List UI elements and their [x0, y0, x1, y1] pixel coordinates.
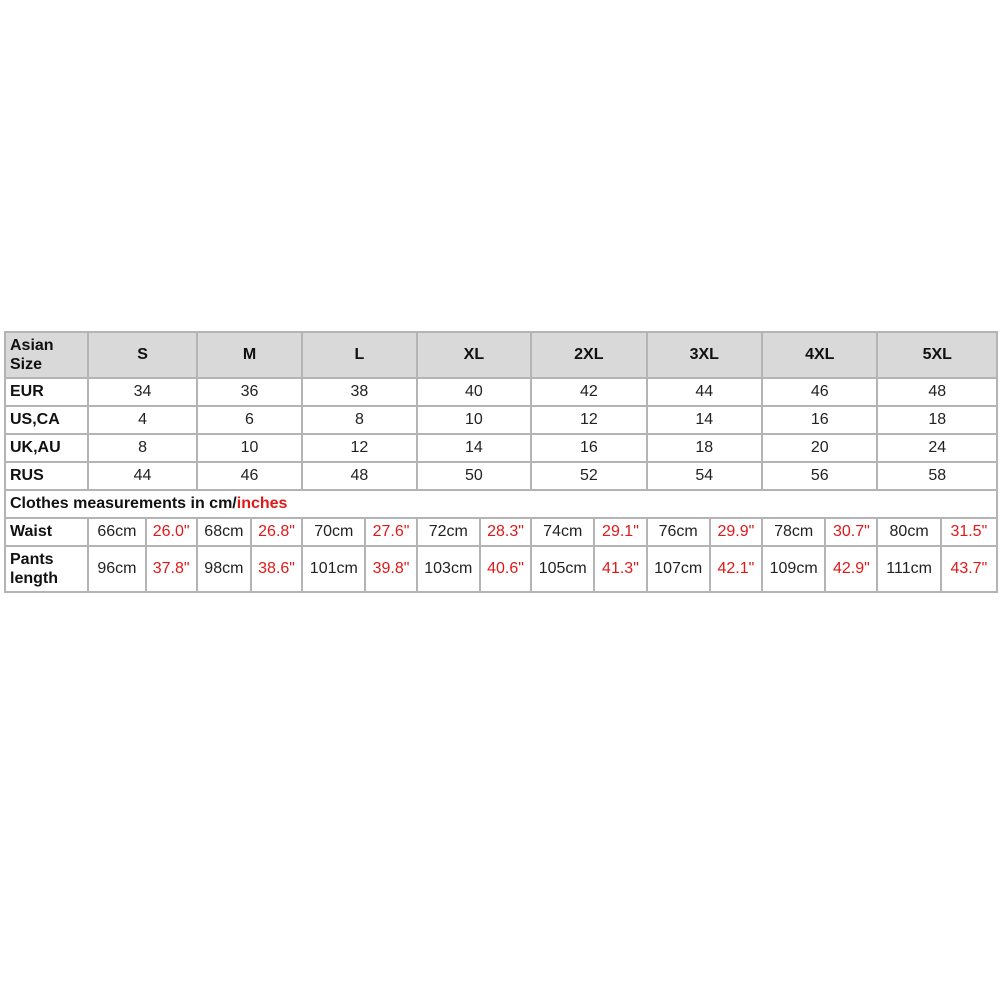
measurement-label-line1: Pants: [10, 551, 54, 568]
cm-value-cell: 68cm: [197, 518, 251, 546]
cm-value-cell: 96cm: [88, 546, 145, 592]
size-value-cell: 44: [88, 462, 196, 490]
inch-value-cell: 28.3": [480, 518, 531, 546]
size-value-cell: 18: [647, 434, 762, 462]
measurements-note-row: [5, 490, 997, 518]
measurements-note: [5, 490, 997, 518]
cm-value-cell: 105cm: [531, 546, 594, 592]
cm-value-cell: 74cm: [531, 518, 594, 546]
inch-value-cell: 31.5": [941, 518, 997, 546]
size-value-cell: 44: [647, 378, 762, 406]
inch-value-cell: 29.1": [594, 518, 646, 546]
inch-value-cell: 26.0": [146, 518, 197, 546]
inch-value-cell: 43.7": [941, 546, 997, 592]
size-header-cell: S: [88, 332, 196, 378]
region-label: US,CA: [5, 406, 88, 434]
size-value-cell: 48: [877, 378, 997, 406]
inch-value-cell: 38.6": [251, 546, 302, 592]
inch-value-cell: 42.9": [825, 546, 877, 592]
size-value-cell: 14: [647, 406, 762, 434]
size-value-cell: 48: [302, 462, 416, 490]
inch-value-cell: 40.6": [480, 546, 531, 592]
cm-value-cell: 111cm: [877, 546, 940, 592]
measurements-note-prefix: Clothes measurements in cm/: [10, 495, 237, 512]
size-value-cell: 16: [531, 434, 646, 462]
cm-value-cell: 109cm: [762, 546, 825, 592]
size-chart-table: [4, 331, 998, 593]
cm-value-cell: 72cm: [417, 518, 480, 546]
size-value-cell: 10: [417, 406, 531, 434]
size-value-cell: 6: [197, 406, 302, 434]
size-value-cell: 38: [302, 378, 416, 406]
measurement-label-line1: Waist: [10, 523, 53, 540]
size-header-cell: 4XL: [762, 332, 877, 378]
inch-value-cell: 37.8": [146, 546, 197, 592]
cm-value-cell: 76cm: [647, 518, 710, 546]
size-value-cell: 10: [197, 434, 302, 462]
size-value-cell: 8: [88, 434, 196, 462]
measurement-row: [5, 518, 997, 546]
size-value-cell: 46: [197, 462, 302, 490]
size-value-cell: 46: [762, 378, 877, 406]
region-label: EUR: [5, 378, 88, 406]
inch-value-cell: 39.8": [365, 546, 416, 592]
size-value-cell: 14: [417, 434, 531, 462]
size-header-cell: M: [197, 332, 302, 378]
inch-value-cell: 26.8": [251, 518, 302, 546]
size-value-cell: 8: [302, 406, 416, 434]
size-value-cell: 54: [647, 462, 762, 490]
cm-value-cell: 78cm: [762, 518, 825, 546]
size-value-cell: 42: [531, 378, 646, 406]
cm-value-cell: 107cm: [647, 546, 710, 592]
inch-value-cell: 27.6": [365, 518, 416, 546]
size-value-cell: 12: [302, 434, 416, 462]
size-value-cell: 20: [762, 434, 877, 462]
size-conversion-row: [5, 406, 997, 434]
size-header-cell: 3XL: [647, 332, 762, 378]
size-value-cell: 52: [531, 462, 646, 490]
size-header-cell: 5XL: [877, 332, 997, 378]
measurements-note-unit: inches: [236, 495, 288, 512]
asian-size-label-line2: Size: [10, 356, 43, 373]
inch-value-cell: 41.3": [594, 546, 646, 592]
cm-value-cell: 70cm: [302, 518, 365, 546]
size-value-cell: 36: [197, 378, 302, 406]
size-conversion-row: [5, 462, 997, 490]
cm-value-cell: 103cm: [417, 546, 480, 592]
size-value-cell: 34: [88, 378, 196, 406]
size-value-cell: 50: [417, 462, 531, 490]
size-value-cell: 40: [417, 378, 531, 406]
measurement-label: [5, 518, 88, 546]
size-conversion-row: [5, 378, 997, 406]
cm-value-cell: 98cm: [197, 546, 251, 592]
cm-value-cell: 80cm: [877, 518, 940, 546]
inch-value-cell: 42.1": [710, 546, 762, 592]
cm-value-cell: 101cm: [302, 546, 365, 592]
size-value-cell: 18: [877, 406, 997, 434]
cm-value-cell: 66cm: [88, 518, 145, 546]
size-header-cell: L: [302, 332, 416, 378]
asian-size-label: [5, 332, 88, 378]
size-value-cell: 4: [88, 406, 196, 434]
size-value-cell: 56: [762, 462, 877, 490]
size-header-cell: 2XL: [531, 332, 646, 378]
region-label: RUS: [5, 462, 88, 490]
header-row: [5, 332, 997, 378]
inch-value-cell: 29.9": [710, 518, 762, 546]
measurement-label-line2: length: [10, 570, 58, 587]
size-value-cell: 24: [877, 434, 997, 462]
size-value-cell: 12: [531, 406, 646, 434]
asian-size-label-line1: Asian: [10, 337, 54, 354]
size-value-cell: 16: [762, 406, 877, 434]
size-value-cell: 58: [877, 462, 997, 490]
measurement-label: [5, 546, 88, 592]
size-header-cell: XL: [417, 332, 531, 378]
inch-value-cell: 30.7": [825, 518, 877, 546]
region-label: UK,AU: [5, 434, 88, 462]
size-conversion-row: [5, 434, 997, 462]
measurement-row: [5, 546, 997, 592]
